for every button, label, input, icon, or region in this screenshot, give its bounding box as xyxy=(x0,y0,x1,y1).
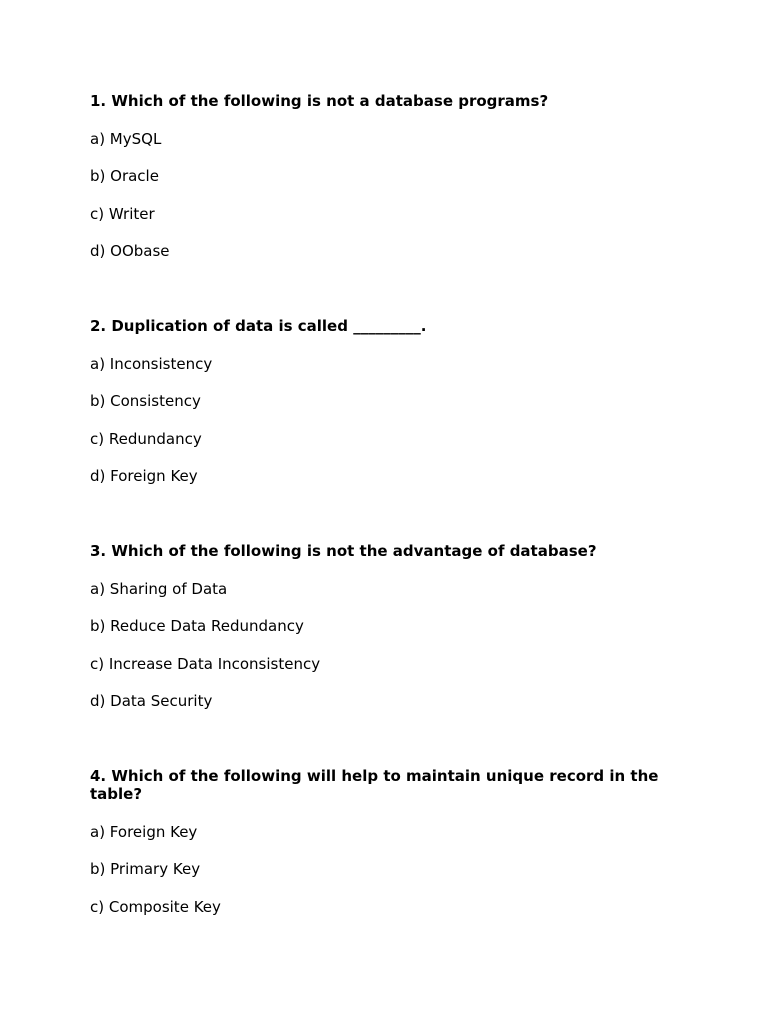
option-b: b) Oracle xyxy=(90,167,159,186)
question-text: 1. Which of the following is not a database programs? xyxy=(90,92,549,110)
option-list xyxy=(90,355,690,485)
option-a: a) MySQL xyxy=(90,130,162,148)
option-c: c) Writer xyxy=(90,204,155,223)
question-text: 3. Which of the following is not the advantage of database? xyxy=(90,542,597,560)
option-d: d) Foreign Key xyxy=(90,466,198,485)
option-a: a) Foreign Key xyxy=(90,823,198,841)
option-b: b) Consistency xyxy=(90,392,201,411)
option-list xyxy=(90,580,690,710)
question-1 xyxy=(90,92,690,260)
option-b: b) Reduce Data Redundancy xyxy=(90,617,304,636)
option-d: d) OObase xyxy=(90,241,170,260)
question-4 xyxy=(90,767,690,916)
question-3 xyxy=(90,542,690,710)
option-list xyxy=(90,823,690,916)
question-2 xyxy=(90,317,690,485)
option-c: c) Increase Data Inconsistency xyxy=(90,654,321,673)
question-text: 4. Which of the following will help to maintain unique record in the table? xyxy=(90,767,659,803)
option-b: b) Primary Key xyxy=(90,860,201,879)
option-c: c) Redundancy xyxy=(90,429,202,448)
question-text: 2. Duplication of data is called _________. xyxy=(90,317,427,335)
option-c: c) Composite Key xyxy=(90,897,221,916)
option-a: a) Inconsistency xyxy=(90,355,213,373)
option-list xyxy=(90,130,690,260)
option-a: a) Sharing of Data xyxy=(90,580,228,598)
option-d: d) Data Security xyxy=(90,691,213,710)
